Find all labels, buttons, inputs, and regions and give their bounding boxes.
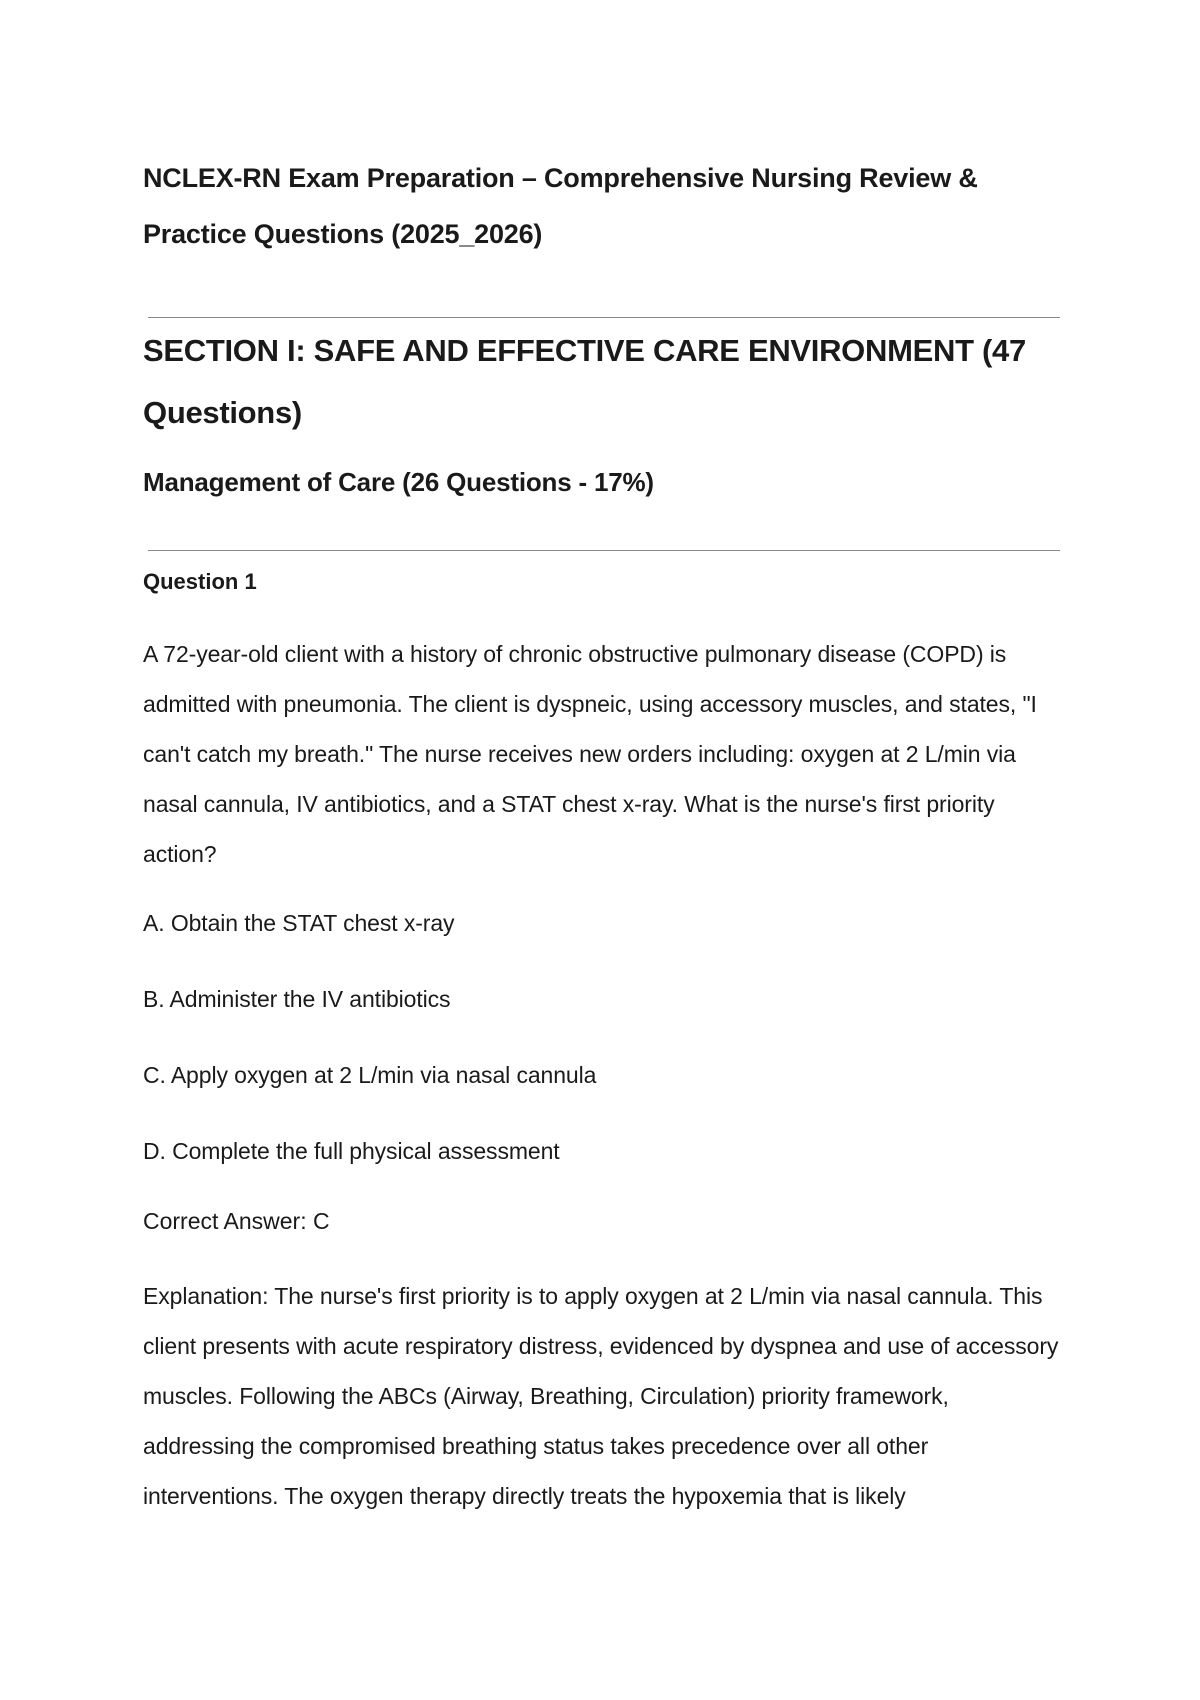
divider [148, 317, 1060, 318]
answer-option-a: A. Obtain the STAT chest x-ray [143, 910, 455, 936]
answer-options [143, 903, 1063, 1171]
explanation: Explanation: The nurse's first priority is to apply oxygen at 2 L/min via nasal cannula. This client presents with acute respiratory distress, evidenced by dyspnea and use of accessory muscles. Following the ABCs (Airway, Breathing, Circulation) priority framework, addressing the compromised breathing status takes precedence over all other interventions. The oxygen therapy directly treats the hypoxemia that is likely [143, 1283, 1059, 1509]
answer-option-c: C. Apply oxygen at 2 L/min via nasal cannula [143, 1062, 597, 1088]
subsection-title: Management of Care (26 Questions - 17%) [143, 467, 654, 497]
divider [148, 550, 1060, 551]
answer-option-b: B. Administer the IV antibiotics [143, 986, 451, 1012]
question-label: Question 1 [143, 569, 257, 594]
question-stem: A 72-year-old client with a history of chronic obstructive pulmonary disease (COPD) is admitted with pneumonia. The client is dyspneic, using accessory muscles, and states, "I can't catch my breath." The nurse receives new orders including: oxygen at 2 L/min via nasal cannula, IV antibiotics, and a STAT chest x-ray. What is the nurse's first priority action? [143, 641, 1037, 867]
section-title: SECTION I: SAFE AND EFFECTIVE CARE ENVIRONMENT (47 Questions) [143, 333, 1026, 430]
document-title: NCLEX-RN Exam Preparation – Comprehensive Nursing Review & Practice Questions (2025_2026) [143, 163, 978, 249]
answer-option-d: D. Complete the full physical assessment [143, 1138, 560, 1164]
document-page [143, 150, 1063, 1521]
correct-answer: Correct Answer: C [143, 1208, 330, 1234]
